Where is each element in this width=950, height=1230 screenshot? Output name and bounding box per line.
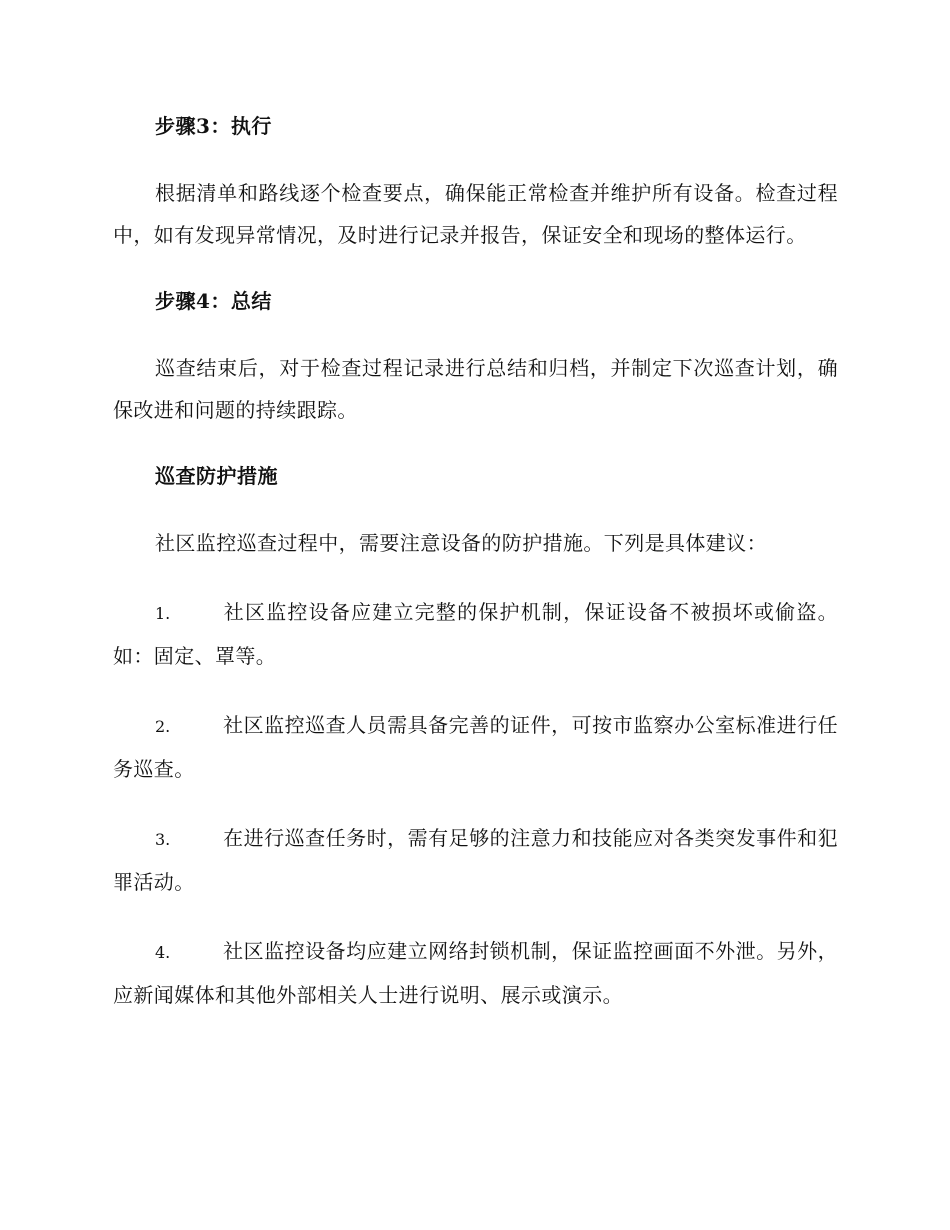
step3-heading: 步骤3：执行 — [155, 114, 272, 138]
step4-paragraph: 巡查结束后，对于检查过程记录进行总结和归档，并制定下次巡查计划，确保改进和问题的持续跟踪。 — [113, 356, 838, 422]
list-item — [113, 930, 838, 1016]
list-item-number: 1. — [155, 604, 171, 623]
list-item-text: 社区监控巡查人员需具备完善的证件，可按市监察办公室标准进行任务巡查。 — [113, 713, 838, 781]
list-item-number: 2. — [155, 717, 171, 736]
list-item-text: 社区监控设备应建立完整的保护机制，保证设备不被损坏或偷盗。如：固定、罩等。 — [113, 600, 838, 668]
list-item-text: 在进行巡查任务时，需有足够的注意力和技能应对各类突发事件和犯罪活动。 — [113, 826, 838, 894]
list-item — [113, 817, 838, 903]
list-item — [113, 704, 838, 790]
protection-intro: 社区监控巡查过程中，需要注意设备的防护措施。下列是具体建议： — [155, 531, 767, 555]
protection-heading: 巡查防护措施 — [155, 464, 278, 488]
document-content — [113, 108, 838, 1043]
step3-paragraph: 根据清单和路线逐个检查要点，确保能正常检查并维护所有设备。检查过程中，如有发现异常情况，及时进行记录并报告，保证安全和现场的整体运行。 — [113, 181, 838, 247]
list-item-text: 社区监控设备均应建立网络封锁机制，保证监控画面不外泄。另外，应新闻媒体和其他外部相关人士进行说明、展示或演示。 — [113, 939, 838, 1007]
list-item — [113, 591, 838, 677]
list-item-number: 4. — [155, 943, 171, 962]
list-item-number: 3. — [155, 830, 171, 849]
step4-heading: 步骤4：总结 — [155, 289, 272, 313]
